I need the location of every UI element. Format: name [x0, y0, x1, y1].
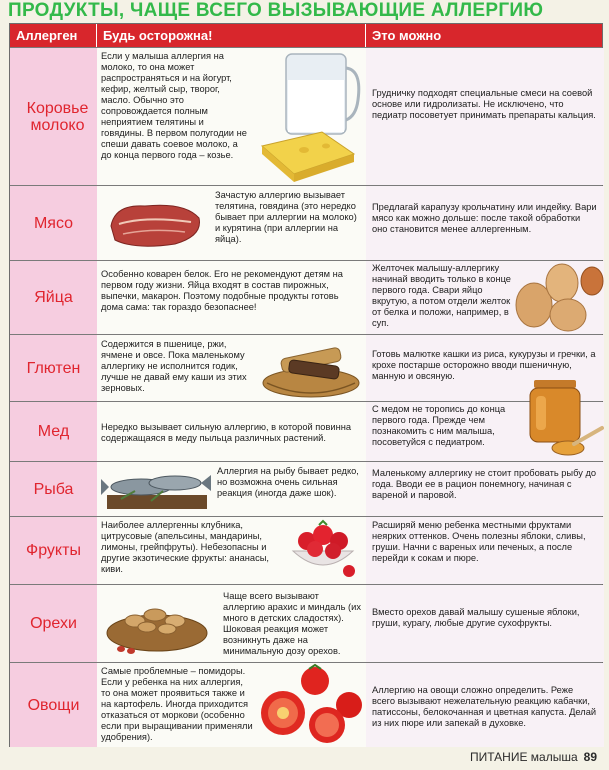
honey-jar-icon: [518, 370, 604, 462]
allowed-cell: [366, 186, 604, 260]
allergen-name: Глютен: [10, 335, 98, 401]
careful-cell: [97, 402, 367, 461]
allergen-name: Мясо: [10, 186, 98, 260]
careful-text: Нередко вызывает сильную аллергию, в которой повинна содержащаяся в меду пыльца различных растений.: [101, 422, 352, 443]
milk-jug-icon: [252, 50, 364, 182]
header-allergen: Аллерген: [10, 24, 97, 47]
table-row: [10, 185, 602, 260]
fish-icon: [101, 465, 213, 513]
allowed-text: Аллергию на овощи сложно определить. Реже всего вызывают нежелательную реакцию кабачки, патиссоны, белокочанная и цветная капуста. Делай из них пюре или запекай в духовке.: [372, 685, 597, 728]
careful-cell: [97, 186, 367, 260]
table-row: [10, 662, 602, 747]
careful-cell: [97, 261, 367, 334]
table-row: [10, 516, 602, 584]
allowed-text: Маленькому аллергику не стоит пробовать рыбу до года. Вводи ее в рацион понемногу, начиная с вареной и паровой.: [372, 468, 597, 500]
careful-text: Если у малыша аллергия на молоко, то она может распространяться и на йогурт, кефир, желтый сыр, творог, масло. Обычно это сопровождается полным неприятием телятины и говядины. В первом полугодии не спеши давать соевое молоко, а до конца первого года – козье.: [101, 51, 247, 160]
careful-cell: [97, 517, 367, 584]
careful-cell: [97, 48, 367, 185]
allowed-text: Расширяй меню ребенка местными фруктами неярких оттенков. Очень полезны яблоки, сливы, груши. Начни с вареных или печеных, а после перейди к сокам и пюре.: [372, 520, 586, 563]
page-footer: [470, 750, 597, 764]
allergen-name: Яйца: [10, 261, 98, 334]
header-careful: Будь осторожна!: [97, 24, 366, 47]
table-row: [10, 260, 602, 334]
careful-text: Чаще всего вызывают аллергию арахис и миндаль (их много в детских сладостях). Шоковая реакция может возникнуть даже на минимальную дозу орехов.: [223, 591, 361, 656]
page-number: 89: [583, 750, 597, 764]
magazine-name: ПИТАНИЕ малыша: [469, 750, 578, 764]
table-row: [10, 461, 602, 516]
allergy-table: [9, 23, 603, 747]
careful-cell: [97, 335, 367, 401]
allowed-text: Грудничку подходят специальные смеси на соевой основе или гидролизаты. Не исключено, что педиатр посоветует принимать препараты кальция.: [372, 88, 596, 120]
bread-basket-icon: [259, 339, 363, 399]
allowed-text: Готовь малютке кашки из риса, кукурузы и гречки, а крохе постарше осторожно вводи пшеничную, манную и овсяную.: [372, 349, 596, 381]
careful-text: Аллергия на рыбу бывает редко, но возможна очень сильная реакция (иногда даже шок).: [217, 466, 359, 498]
allowed-text: Предлагай карапузу крольчатину или индейку. Вари мясо как можно дольше: после такой обработки оно становится менее аллергенным.: [372, 202, 597, 234]
meat-icon: [105, 196, 205, 251]
allowed-text: С медом не торопись до конца первого года. Прежде чем познакомить с ним малыша, посоветуйся с педиатром.: [372, 404, 506, 447]
allowed-cell: [366, 585, 604, 662]
table-header: [10, 24, 602, 47]
allergen-name: Коровье молоко: [10, 48, 106, 185]
table-row: [10, 584, 602, 662]
table-row: [10, 47, 602, 185]
allergen-name: Орехи: [10, 585, 98, 662]
page-title: ПРОДУКТЫ, ЧАЩЕ ВСЕГО ВЫЗЫВАЮЩИЕ АЛЛЕРГИЮ: [8, 0, 544, 21]
allergen-name: Фрукты: [10, 517, 98, 584]
table-row: [10, 401, 602, 461]
allowed-text: Вместо орехов давай малышу сушеные яблоки, груши, курагу, любые другие сухофрукты.: [372, 607, 580, 628]
allergen-name: Рыба: [10, 462, 98, 516]
careful-cell: [97, 663, 367, 747]
allowed-cell: [366, 402, 604, 461]
allergen-name: Овощи: [10, 663, 98, 747]
strawberries-icon: [283, 517, 363, 583]
careful-cell: [97, 585, 367, 662]
careful-text: Зачастую аллергию вызывает телятина, говядина (это нередко бывает при аллергии на молоко) и курятина (при аллергии на яйца).: [215, 190, 357, 244]
tomatoes-icon: [257, 663, 363, 747]
careful-text: Самые проблемные – помидоры. Если у ребенка на них аллергия, то она может проявиться также и на картофель. Иногда приходится отказаться от моркови (особенно если при выращивании применяли удобрения).: [101, 666, 253, 742]
allowed-cell: [366, 462, 604, 516]
header-allowed: Это можно: [372, 28, 442, 43]
allowed-text: Желточек малышу-аллергику начинай вводить только в конце первого года. Свари яйцо вкрутую, а потом отдели желток от белка и положи, например, в суп.: [372, 263, 511, 328]
allowed-cell: [366, 261, 604, 334]
peanuts-icon: [101, 591, 213, 657]
allowed-cell: [366, 517, 604, 584]
allowed-cell: [366, 48, 604, 185]
allergen-name: Мед: [10, 402, 98, 461]
careful-text: Содержится в пшенице, ржи, ячмене и овсе. Пока маленькому аллергику не исполнится годик, лучше не давай ему каши из этих зерновых.: [101, 339, 247, 393]
eggs-icon: [510, 263, 604, 333]
careful-text: Особенно коварен белок. Его не рекомендуют детям на первом году жизни. Яйца входят в состав пирожных, выпечки, макарон. Поэтому подобные продукты готовь дома сама: так гораздо безопаснее!: [101, 269, 343, 312]
table-row: [10, 334, 602, 401]
careful-cell: [97, 462, 367, 516]
careful-text: Наиболее аллергенны клубника, цитрусовые (апельсины, мандарины, лимоны, грейпфруты). Небезопасны и другие экзотические фрукты: ананасы, киви.: [101, 520, 269, 574]
allowed-cell: [366, 663, 604, 747]
